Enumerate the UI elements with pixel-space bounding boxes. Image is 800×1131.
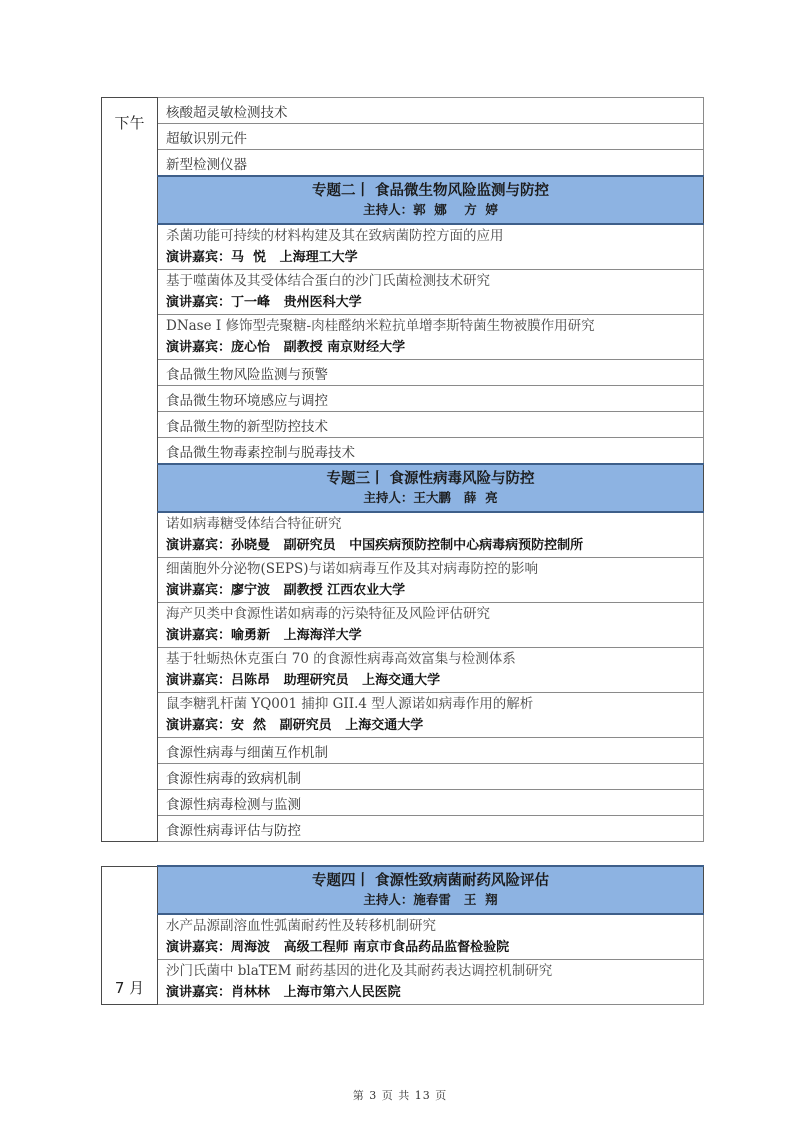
talk-speaker: 演讲嘉宾：周海波 高级工程师 南京市食品药品监督检验院 (166, 940, 510, 955)
list-item: 食源性病毒与细菌互作机制 (158, 738, 704, 764)
list-item: 食品微生物环境感应与调控 (158, 386, 704, 412)
topic-host: 主持人：郭 娜 方 婷 (363, 202, 498, 217)
talk-entry (158, 558, 704, 603)
topic-title: 专题四丨 食源性致病菌耐药风险评估 (311, 873, 550, 889)
talk-speaker: 演讲嘉宾：肖林林 上海市第六人民医院 (166, 985, 401, 1000)
talk-title: DNase I 修饰型壳聚糖-肉桂醛纳米粒抗单增李斯特菌生物被膜作用研究 (166, 318, 595, 334)
session-label-afternoon (102, 98, 158, 842)
talk-speaker: 演讲嘉宾：庞心怡 副教授 南京财经大学 (166, 340, 406, 355)
talk-entry (158, 960, 704, 1005)
topic-host: 主持人：施春雷 王 翔 (363, 892, 498, 907)
session-label-month (102, 866, 158, 1005)
list-item: 食品微生物毒素控制与脱毒技术 (158, 438, 704, 465)
talk-title: 基于噬菌体及其受体结合蛋白的沙门氏菌检测技术研究 (166, 273, 490, 289)
list-item: 食品微生物风险监测与预警 (158, 360, 704, 386)
session-month-text: 7 月 (114, 979, 145, 997)
talk-title: 基于牡蛎热休克蛋白 70 的食源性病毒高效富集与检测体系 (166, 651, 516, 667)
list-item: 食源性病毒的致病机制 (158, 764, 704, 790)
talk-speaker: 演讲嘉宾：孙晓曼 副研究员 中国疾病预防控制中心病毒病预防控制所 (166, 538, 584, 553)
talk-title: 细菌胞外分泌物(SEPS)与诺如病毒互作及其对病毒防控的影响 (166, 561, 538, 577)
page-number: 第 3 页 共 13 页 (352, 1089, 448, 1102)
agenda-table (101, 97, 704, 842)
talk-title: 沙门氏菌中 blaTEM 耐药基因的进化及其耐药表达调控机制研究 (166, 963, 553, 979)
talk-speaker: 演讲嘉宾：马 悦 上海理工大学 (166, 250, 358, 265)
talk-entry (158, 270, 704, 315)
topic-header-3 (158, 464, 704, 512)
talk-entry (158, 914, 704, 960)
talk-entry (158, 512, 704, 558)
topic-title: 专题三丨 食源性病毒风险与防控 (326, 471, 535, 487)
talk-entry (158, 315, 704, 360)
talk-entry (158, 648, 704, 693)
talk-speaker: 演讲嘉宾：吕陈昂 助理研究员 上海交通大学 (166, 673, 441, 688)
list-item: 食源性病毒评估与防控 (158, 816, 704, 842)
list-item: 核酸超灵敏检测技术 (158, 98, 704, 124)
talk-title: 杀菌功能可持续的材料构建及其在致病菌防控方面的应用 (166, 228, 504, 244)
talk-speaker: 演讲嘉宾：丁一峰 贵州医科大学 (166, 295, 362, 310)
talk-title: 海产贝类中食源性诺如病毒的污染特征及风险评估研究 (166, 606, 490, 622)
list-item: 新型检测仪器 (158, 150, 704, 177)
topic-header-4 (158, 866, 704, 914)
topic-host: 主持人：王大鹏 薛 亮 (363, 490, 498, 505)
agenda-table-continued (101, 865, 704, 1005)
talk-title: 鼠李糖乳杆菌 YQ001 捕抑 GII.4 型人源诺如病毒作用的解析 (166, 696, 534, 712)
talk-speaker: 演讲嘉宾：安 然 副研究员 上海交通大学 (166, 718, 424, 733)
list-item: 超敏识别元件 (158, 124, 704, 150)
session-afternoon-text: 下午 (114, 114, 145, 132)
talk-title: 诺如病毒糖受体结合特征研究 (166, 516, 342, 532)
topic-header-2 (158, 176, 704, 224)
list-item: 食源性病毒检测与监测 (158, 790, 704, 816)
talk-title: 水产品源副溶血性弧菌耐药性及转移机制研究 (166, 918, 436, 934)
talk-entry (158, 693, 704, 738)
talk-speaker: 演讲嘉宾：廖宁波 副教授 江西农业大学 (166, 583, 406, 598)
talk-speaker: 演讲嘉宾：喻勇新 上海海洋大学 (166, 628, 362, 643)
topic-title: 专题二丨 食品微生物风险监测与防控 (311, 183, 550, 199)
talk-entry (158, 224, 704, 270)
talk-entry (158, 603, 704, 648)
list-item: 食品微生物的新型防控技术 (158, 412, 704, 438)
